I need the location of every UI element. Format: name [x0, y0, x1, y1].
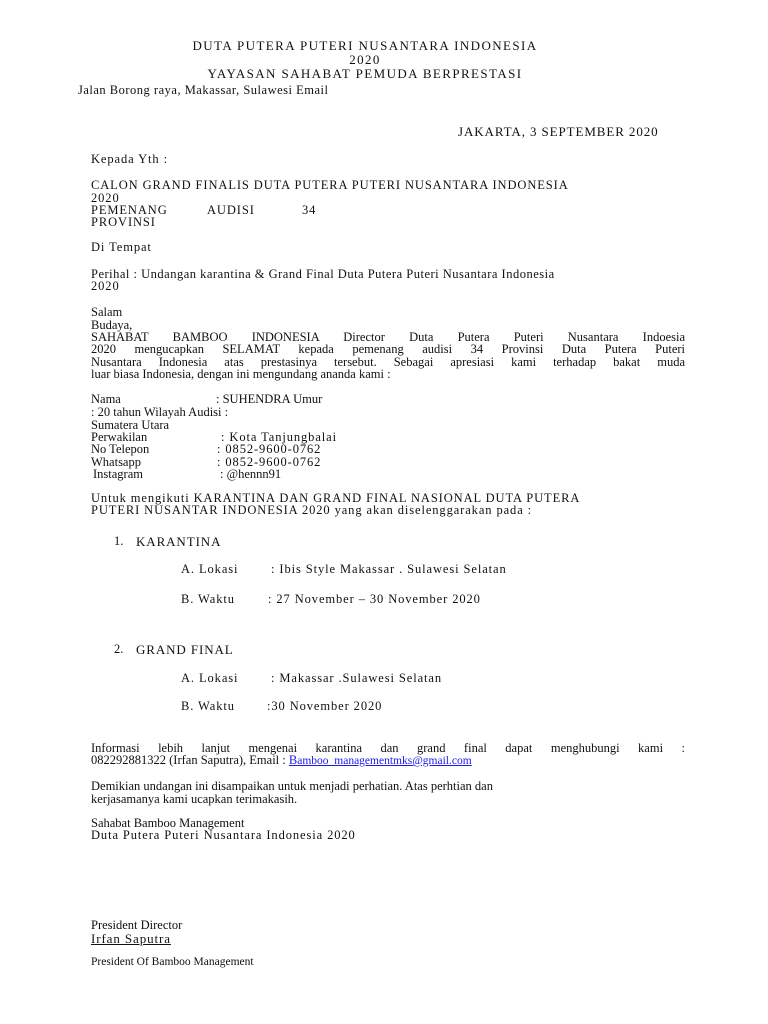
detail-nama-value: : SUHENDRA Umur — [216, 392, 323, 406]
header-line-4-clipped — [78, 83, 478, 97]
body-paragraph-line-4: luar biasa Indonesia, dengan ini mengundang ananda kami : — [91, 367, 391, 381]
section-1-waktu-label: B. Waktu — [181, 592, 235, 606]
closing-line-2: kerjasamanya kami ucapkan terimakasih. — [91, 792, 298, 806]
detail-wilayah-value: Sumatera Utara — [91, 418, 170, 432]
subject-line-1: Perihal : Undangan karantina & Grand Final Duta Putera Puteri Nusantara Indonesia — [91, 267, 555, 281]
section-2-lokasi-value: : Makassar .Sulawesi Selatan — [271, 671, 443, 685]
recipient-line-2: 2020 — [91, 191, 120, 205]
recipient-line-1: CALON GRAND FINALIS DUTA PUTERA PUTERI NUSANTARA INDONESIA — [91, 178, 569, 192]
detail-nama-label: Nama — [91, 392, 121, 406]
subject-line-2: 2020 — [91, 279, 120, 293]
body-paragraph-line-1: SAHABAT BAMBOO INDONESIA Director Duta Putera Puteri Nusantara Indoesia — [91, 330, 685, 344]
body-paragraph-line-2: 2020 mengucapkan SELAMAT kepada pemenang audisi 34 Provinsi Duta Putera Puteri — [91, 342, 685, 356]
org-line-1: Sahabat Bamboo Management — [91, 816, 245, 830]
detail-telepon-label: No Telepon — [91, 442, 150, 456]
detail-instagram-label: Instagram — [93, 467, 143, 481]
email-link-rest: amboo_managementmks@gmail.com — [297, 755, 472, 767]
info-line-2 — [91, 753, 472, 768]
signature-name: Irfan Saputra — [91, 931, 171, 946]
section-1-lokasi-label: A. Lokasi — [181, 562, 239, 576]
detail-instagram-value: : @hennn91 — [220, 467, 282, 481]
header-line-3: YAYASAN SAHABAT PEMUDA BERPRESTASI — [207, 66, 523, 81]
closing-line-1: Demikian undangan ini disampaikan untuk menjadi perhatian. Atas perhtian dan — [91, 779, 493, 793]
signature-footer: President Of Bamboo Management — [91, 956, 254, 968]
detail-whatsapp-label: Whatsapp — [91, 455, 141, 469]
header-line-2: 2020 — [349, 52, 381, 67]
section-1-number: 1. — [114, 534, 124, 548]
recipient-greeting: Kepada Yth : — [91, 152, 168, 166]
salam-line-1: Salam — [91, 305, 123, 319]
detail-perwakilan-value: : Kota Tanjungbalai — [221, 430, 337, 444]
follow-line-2: PUTERI NUSANTAR INDONESIA 2020 yang akan diselenggarakan pada : — [91, 503, 533, 517]
salam-line-2: Budaya, — [91, 318, 133, 332]
email-link[interactable] — [289, 753, 472, 767]
section-2-lokasi-label: A. Lokasi — [181, 671, 239, 685]
header-line-4: Jalan Borong raya, Makassar, Sulawesi Email — [78, 83, 329, 97]
letter-date: JAKARTA, 3 SEPTEMBER 2020 — [458, 124, 659, 139]
info-phone-email-label: 082292881322 (Irfan Saputra), Email : — [91, 753, 289, 767]
header-line-1: DUTA PUTERA PUTERI NUSANTARA INDONESIA — [192, 38, 538, 53]
section-2-title: GRAND FINAL — [136, 642, 234, 657]
recipient-pemenang: PEMENANG — [91, 203, 168, 217]
detail-umur-line: : 20 tahun Wilayah Audisi : — [91, 405, 229, 419]
header-line-3-clipped — [0, 64, 730, 81]
info-line-1: Informasi lebih lanjut mengenai karantina dan grand final dapat menghubungi kami : — [91, 741, 685, 755]
section-1-title: KARANTINA — [136, 534, 222, 549]
follow-line-1: Untuk mengikuti KARANTINA DAN GRAND FINAL NASIONAL DUTA PUTERA — [91, 491, 581, 505]
detail-whatsapp-value: : 0852-9600-0762 — [217, 455, 322, 469]
section-1-waktu-value: : 27 November – 30 November 2020 — [268, 592, 481, 606]
org-line-2: Duta Putera Puteri Nusantara Indonesia 2020 — [91, 828, 356, 842]
detail-telepon-value: : 0852-9600-0762 — [217, 442, 322, 456]
recipient-count: 34 — [302, 203, 317, 217]
section-1-lokasi-value: : Ibis Style Makassar . Sulawesi Selatan — [271, 562, 507, 576]
recipient-place: Di Tempat — [91, 240, 152, 254]
recipient-audisi: AUDISI — [207, 203, 255, 217]
email-link-initial: B — [288, 753, 298, 767]
body-paragraph-line-3: Nusantara Indonesia atas prestasinya tersebut. Sebagai apresiasi kami terhadap bakat muda — [91, 355, 685, 369]
recipient-provinsi: PROVINSI — [91, 215, 156, 229]
detail-perwakilan-label: Perwakilan — [91, 430, 148, 444]
signature-title: President Director — [91, 918, 183, 932]
section-2-number: 2. — [114, 642, 124, 656]
section-2-waktu-label: B. Waktu — [181, 699, 235, 713]
section-2-waktu-value: :30 November 2020 — [267, 699, 383, 713]
